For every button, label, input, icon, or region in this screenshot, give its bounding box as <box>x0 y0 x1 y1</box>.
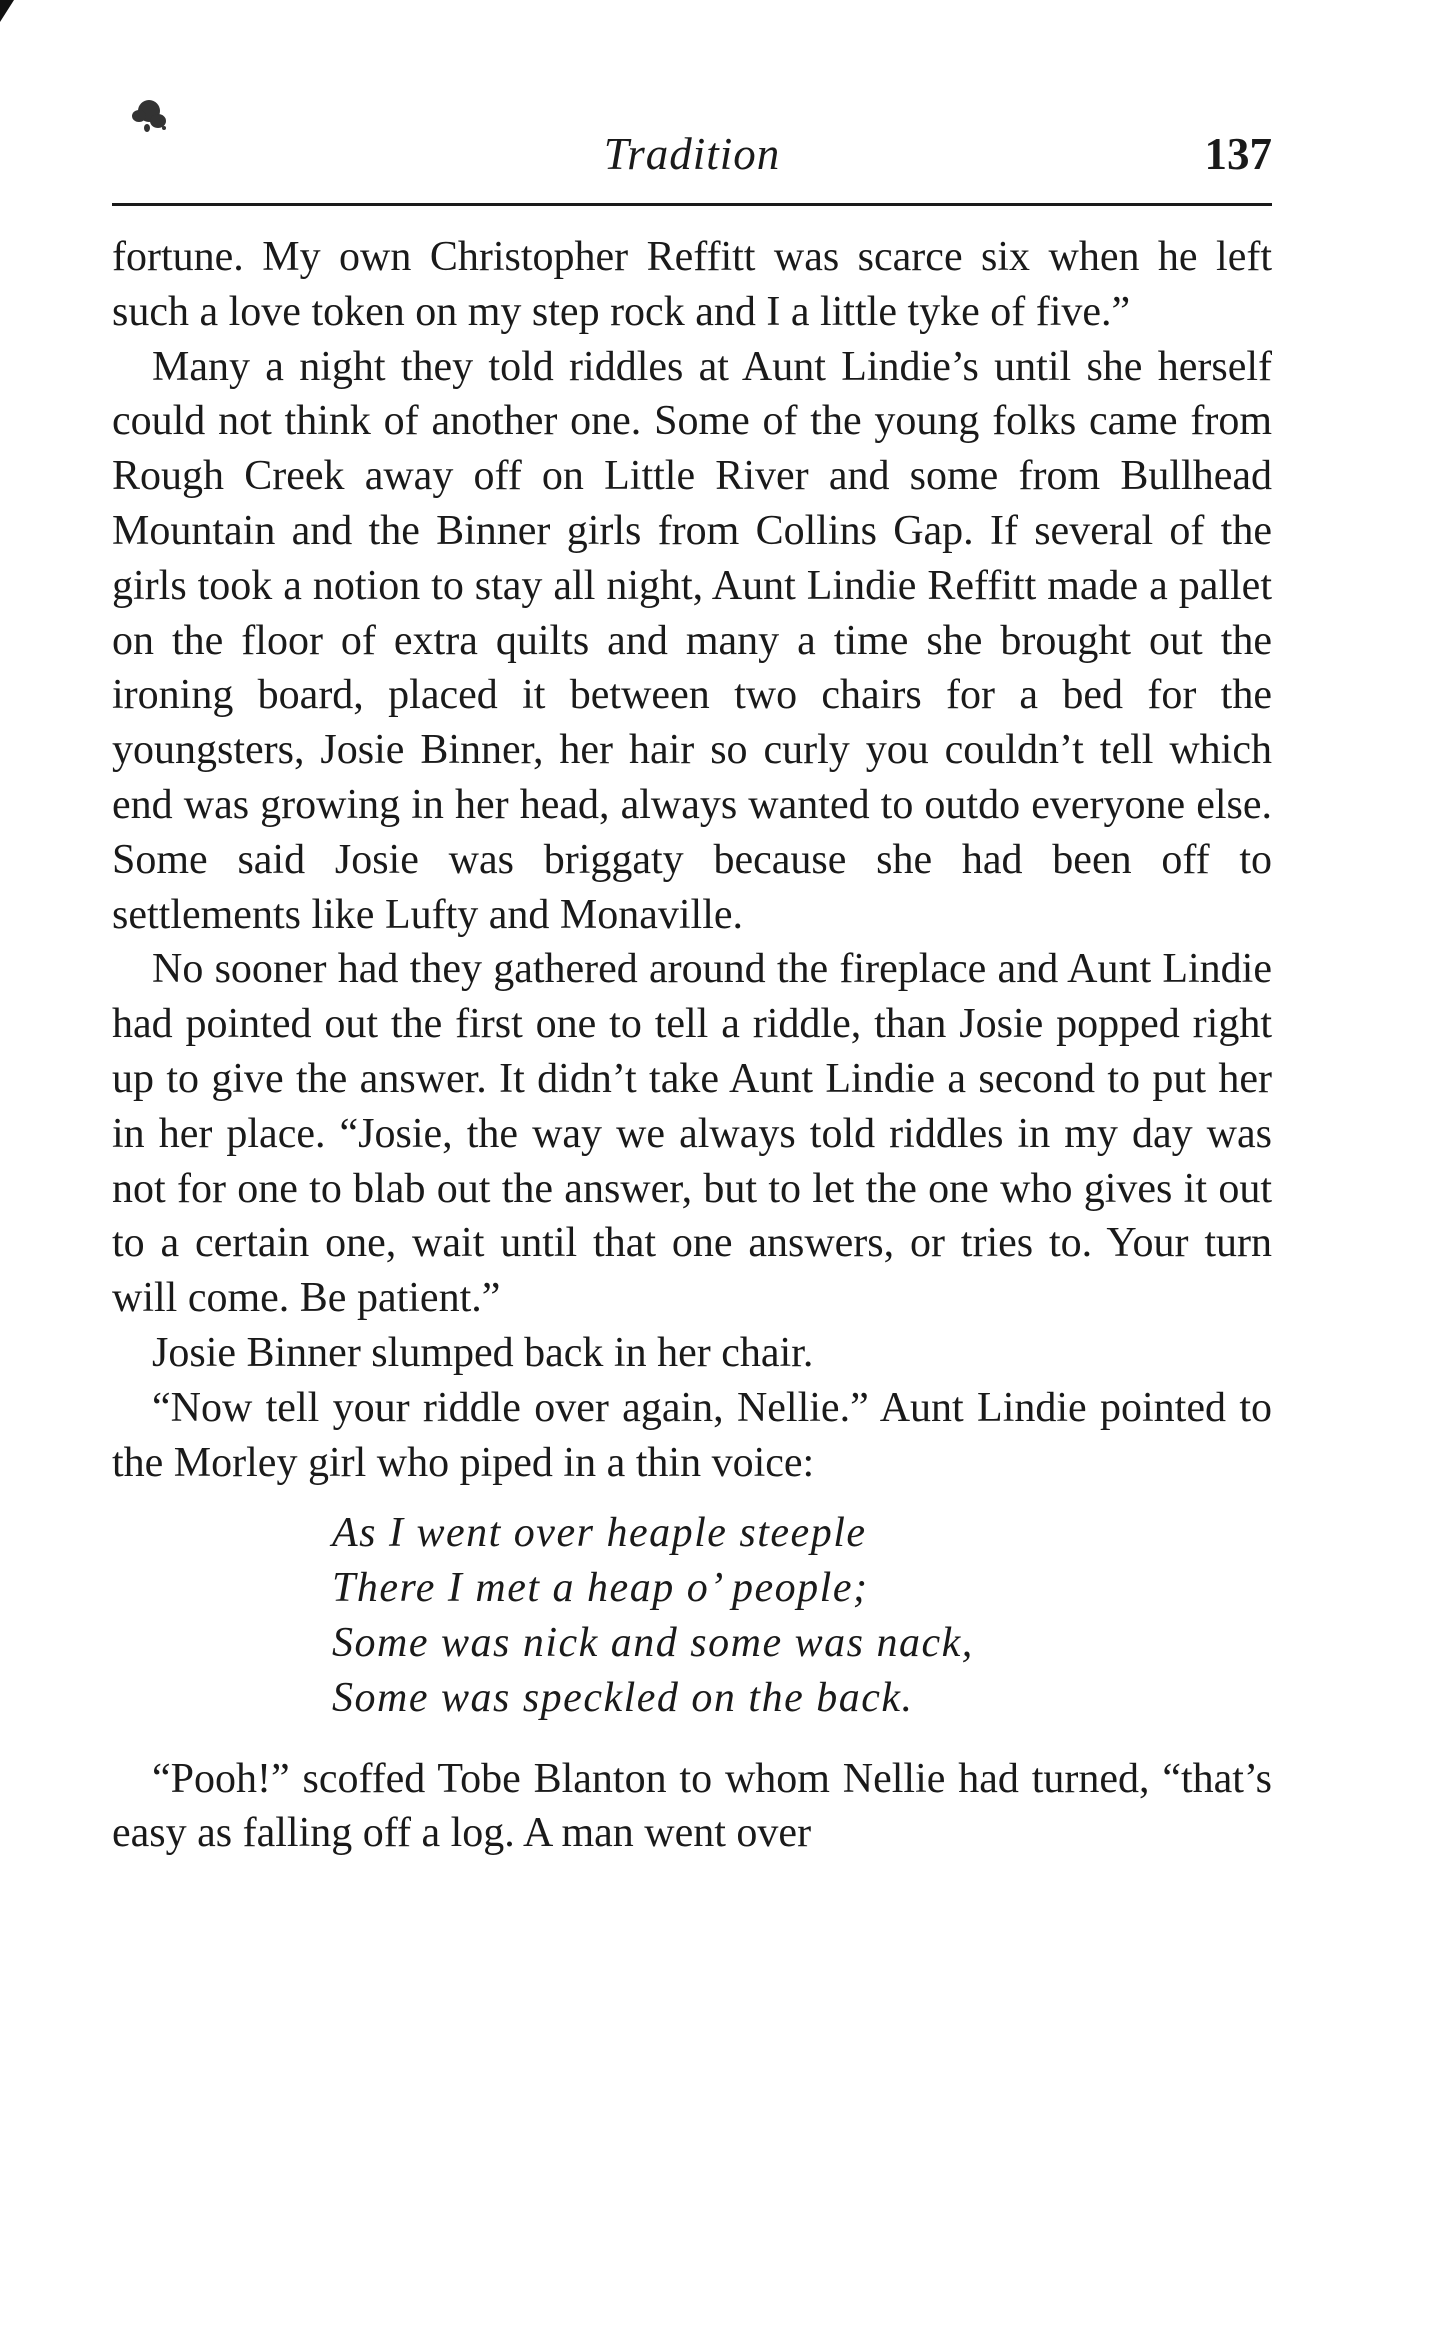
running-title: Tradition <box>603 129 781 179</box>
paragraph: “Pooh!” scoffed Tobe Blanton to whom Nellie had turned, “that’s easy as falling off a log. A man went over <box>112 1755 1272 1857</box>
page-header <box>112 120 1272 180</box>
verse-line: There I met a heap o’ people; <box>332 1565 869 1612</box>
page-number: 137 <box>1204 129 1272 179</box>
header-rule <box>112 203 1272 206</box>
riddle-verse <box>332 1506 1272 1725</box>
verse-line: Some was nick and some was nack, <box>332 1619 974 1666</box>
paragraph: Josie Binner slumped back in her chair. <box>152 1329 814 1376</box>
paragraph: fortune. My own Christopher Reffitt was scarce six when he left such a love token on my step rock and I a little tyke of five.” <box>112 234 1272 335</box>
paragraph: Many a night they told riddles at Aunt Lindie’s until she herself could not think of another one. Some of the young folks came from Rough Creek away off on Little River and some from Bullhead Mountain and the Binner girls from Collins Gap. If several of the girls took a notion to stay all night, Aunt Lindie Reffitt made a pallet on the floor of extra quilts and many a time she brought out the ironing board, placed it between two chairs for a bed for the youngsters, Josie Binner, her hair so curly you couldn’t tell which end was growing in her head, always wanted to outdo everyone else. Some said Josie was briggaty because she had been off to settlements like Lufty and Monaville. <box>112 343 1272 938</box>
verse-line: As I went over heaple steeple <box>332 1510 867 1557</box>
paragraph: No sooner had they gathered around the fireplace and Aunt Lindie had pointed out the first one to tell a riddle, than Josie popped right up to give the answer. It didn’t take Aunt Lindie a second to put her in her place. “Josie, the way we always told riddles in my day was not for one to blab out the answer, but to let the one who gives it out to a certain one, wait until that one answers, or tries to. Your turn will come. Be patient.” <box>112 946 1272 1322</box>
verse-line: Some was speckled on the back. <box>332 1674 914 1721</box>
body-text <box>112 230 1272 1861</box>
corner-scan-mark <box>0 0 14 22</box>
paragraph: “Now tell your riddle over again, Nellie.” Aunt Lindie pointed to the Morley girl who piped in a thin voice: <box>112 1384 1272 1486</box>
